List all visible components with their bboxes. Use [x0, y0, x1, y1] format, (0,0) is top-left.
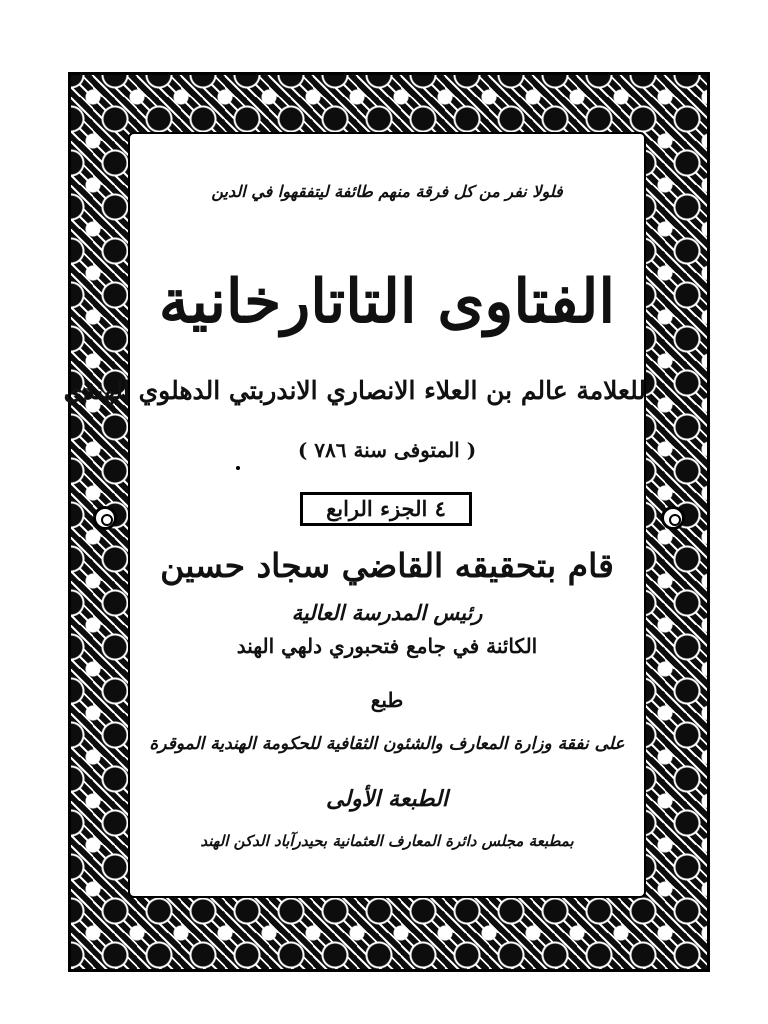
sponsor-line: على نفقة وزارة المعارف والشئون الثقافية للحكومة الهندية الموقرة [149, 734, 625, 754]
author-name: للعلامة عالم بن العلاء الانصاري الاندربتي الدهلوي الهندي [63, 376, 646, 405]
volume-label: ٤ الجزء الرابع [300, 492, 472, 526]
printed-label: طبع [370, 688, 404, 712]
edition-label: الطبعة الأولى [326, 786, 448, 812]
editor-credit: قام بتحقيقه القاضي سجاد حسين [160, 546, 614, 585]
death-year: ( المتوفى سنة ٧٨٦ ) [297, 438, 477, 462]
editor-role: رئيس المدرسة العالية [291, 600, 483, 625]
editor-location: الكائنة في جامع فتحبوري دلهي الهند [236, 634, 538, 658]
right-ornament-icon [661, 506, 685, 530]
left-ornament-icon [93, 506, 117, 530]
press-line: بمطبعة مجلس دائرة المعارف العثمانية بحيدرآباد الدكن الهند [200, 832, 574, 850]
dot-mark [236, 466, 240, 470]
quran-verse: فلولا نفر من كل فرقة منهم طائفة ليتفقهوا في الدين [211, 182, 563, 201]
book-title: الفتاوى التاتارخانية [158, 267, 616, 337]
